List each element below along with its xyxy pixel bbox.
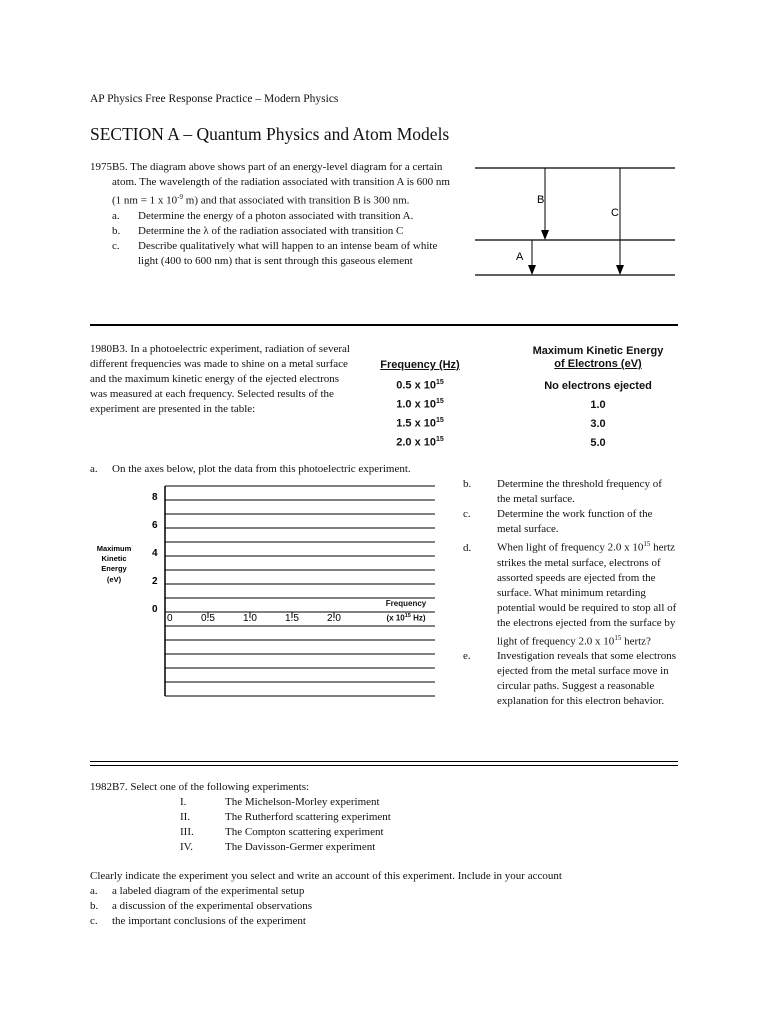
table-body [365,373,685,449]
xtick-15: 1.5 [285,613,299,624]
question-2-parts-b-e [441,477,678,709]
table-row: 2.0 x $10^{15}$ 5.0 [396,436,606,449]
question-1975b5 [90,160,460,269]
ylabel-line-3: Energy [101,564,127,573]
question-1-intro: 1975B5. The diagram above shows part of an energy-level diagram for a certain atom. The wavelength of the radiation associated with transition A is 600 nm (1 nm = 1 x $10^{-9}$ m) and that associated with transition B is 300 nm. [90,161,450,207]
question-1-part-c: c. Describe qualitatively what will happen to an intense beam of white light (400 to 600 nm) that is sent through this gaseous element [112,239,438,267]
table-row: 1.0 x $10^{15}$ 1.0 [396,398,606,411]
graph-axes [90,478,440,708]
question-3-part-a: a. a labeled diagram of the experimental setup [90,885,305,897]
ylabel-line-1: Maximum [96,544,132,553]
xtick-05: 0.5 [201,613,215,624]
section-title: SECTION A – Quantum Physics and Atom Models [90,124,450,144]
question-2-part-d: d. When light of frequency 2.0 x $10^{15}$ hertz strikes the metal surface, electrons of assorted speeds are ejected from the surface. What minimum retarding potential would be required to stop all of the electrons ejected from the surface by light of frequency 2.0 x $10^{15}$ hertz? [463,540,677,648]
label-a: A [516,251,524,263]
list-item: IV. The Davisson-Germer experiment [180,841,376,853]
section-divider [90,324,678,326]
label-c: C [611,207,619,219]
question-1982b7-intro: 1982B7. Select one of the following experiments: [90,781,310,793]
ytick-6: 6 [152,520,158,531]
question-3-instructions: Clearly indicate the experiment you select and write an account of this experiment. Include in your account a. a labeled diagram of the experimental setup b. a discussion of the experimental observations c. the important conclusions of the experiment [90,869,690,929]
document-title: AP Physics Free Response Practice – Modern Physics [90,93,339,105]
question-1980b3: 1980B3. In a photoelectric experiment, radiation of several different frequencies was made to shine on a metal surface and the maximum kinetic energy of the ejected electrons was measured at each frequency. Selected results of the experiment are presented in the table: [90,343,350,415]
table-row: 0.5 x $10^{15}$ No electrons ejected [396,379,652,392]
question-1-part-a: a. Determine the energy of a photon associated with transition A. [112,209,414,222]
question-2-part-c: c. Determine the work function of the metal surface. [463,508,653,535]
transition-c-arrowhead [616,265,624,275]
list-item: I. The Michelson-Morley experiment [180,796,380,808]
section-divider-bottom [90,765,678,766]
transition-a-arrowhead [528,265,536,275]
xtick-10: 1.0 [243,613,257,624]
list-item: III. The Compton scattering experiment [180,826,384,838]
question-2-part-e: e. Investigation reveals that some electrons ejected from the metal surface move in circular paths. Suggest a reasonable explanation for this electron behavior. [463,650,676,708]
transition-b-arrowhead [541,230,549,240]
question-2-part-b: b. Determine the threshold frequency of the metal surface. [463,478,662,505]
list-item: II. The Rutherford scattering experiment [180,811,391,823]
ylabel-line-2: Kinetic [101,554,127,563]
energy-level-diagram [470,160,680,280]
table-header-frequency: Frequency (Hz) [380,359,460,371]
question-2-part-a: a. On the axes below, plot the data from this photoelectric experiment. [90,463,411,475]
table-header-energy: Maximum Kinetic Energy of Electrons (eV) [532,345,664,370]
experiment-options [180,795,480,857]
ylabel-line-4: (eV) [106,575,122,584]
xtick-0: 0 [167,613,173,624]
ytick-8: 8 [152,492,158,503]
label-b: B [537,194,545,206]
ytick-4: 4 [152,548,158,559]
question-3-part-b: b. a discussion of the experimental observations [90,900,313,912]
xtick-20: 2.0 [327,613,341,624]
section-divider-top [90,761,678,762]
ytick-2: 2 [152,576,158,587]
question-1-part-b: b. Determine the λ of the radiation associated with transition C [112,224,404,237]
table-row: 1.5 x $10^{15}$ 3.0 [396,417,606,430]
xlabel: Frequency (x $10^{15}$ Hz) [385,599,427,623]
ytick-0: 0 [152,604,158,615]
question-3-part-c: c. the important conclusions of the experiment [90,915,306,927]
